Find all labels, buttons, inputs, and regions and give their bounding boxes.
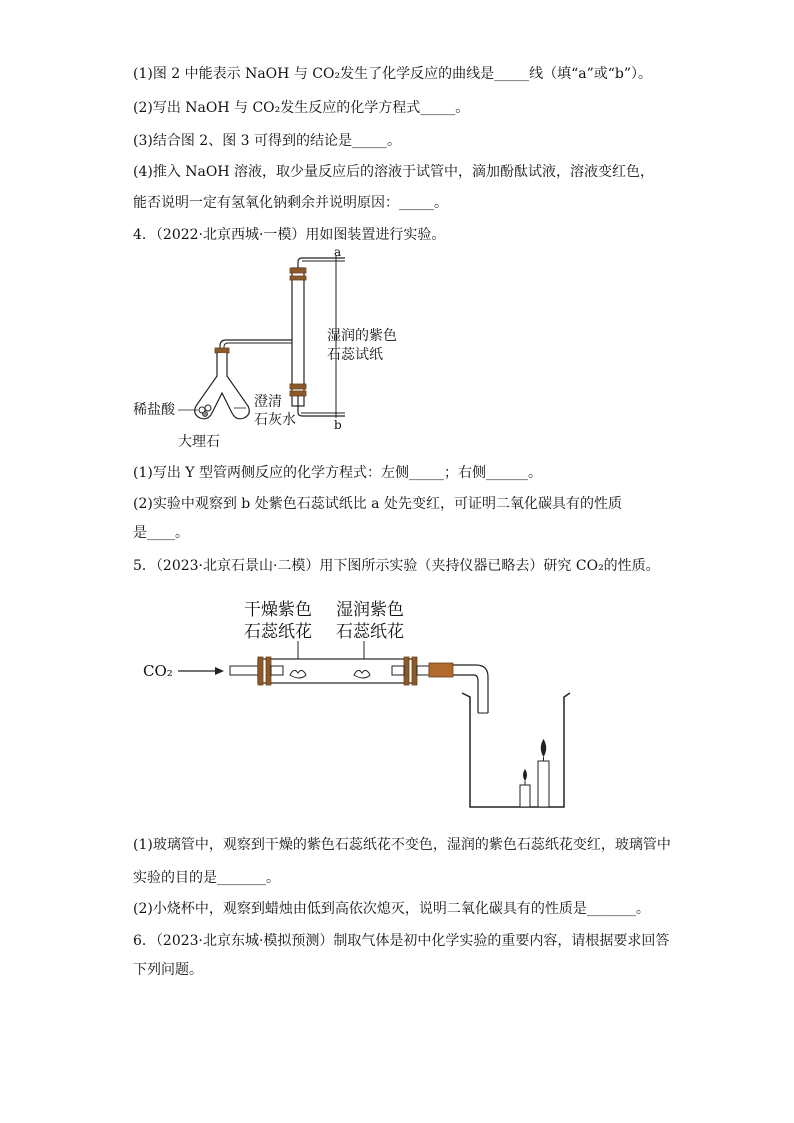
q4-part2-line2: 是____。 bbox=[133, 525, 189, 541]
label-co2: CO₂ bbox=[143, 662, 173, 680]
q5-part1-line1: (1)玻璃管中，观察到干燥的紫色石蕊纸花不变色，湿润的紫色石蕊纸花变红，玻璃管中 bbox=[133, 837, 671, 853]
left-stopper bbox=[258, 657, 263, 685]
right-stopper bbox=[404, 657, 409, 685]
short-candle bbox=[520, 785, 530, 807]
q3-part3: (3)结合图 2、图 3 可得到的结论是_____。 bbox=[133, 133, 401, 149]
q4-part1: (1)写出 Y 型管两侧反应的化学方程式：左侧_____；右侧______。 bbox=[133, 465, 542, 481]
label-wet-litmus-paper-1: 湿润的紫色 bbox=[327, 328, 397, 344]
q5-stem: 5．（2023·北京石景山·二模）用下图所示实验（夹持仪器已略去）研究 CO₂的性质。 bbox=[133, 558, 660, 574]
label-dry-flower-2: 石蕊纸花 bbox=[244, 622, 312, 642]
label-dry-flower-1: 干燥紫色 bbox=[244, 600, 312, 620]
top-stopper bbox=[290, 268, 306, 273]
q5-part2: (2)小烧杯中，观察到蜡烛由低到高依次熄灭，说明二氧化碳具有的性质是_______。 bbox=[133, 901, 650, 917]
bottom-stopper bbox=[290, 384, 306, 389]
top-outlet-tube bbox=[298, 258, 345, 268]
label-wet-flower-1: 湿润紫色 bbox=[336, 600, 404, 620]
label-limewater-1: 澄清 bbox=[254, 394, 282, 410]
label-wet-flower-2: 石蕊纸花 bbox=[336, 622, 404, 642]
q5-part1-line2: 实验的目的是_______。 bbox=[133, 870, 280, 886]
tall-candle-flame bbox=[541, 739, 547, 757]
q5-apparatus-figure bbox=[140, 595, 580, 815]
q6-line1: 6．（2023·北京东城·模拟预测）制取气体是初中化学实验的重要内容，请根据要求回答 bbox=[133, 933, 670, 949]
q3-part2: (2)写出 NaOH 与 CO₂发生反应的化学方程式_____。 bbox=[133, 100, 470, 116]
short-candle-flame bbox=[523, 769, 527, 781]
top-stopper-ring bbox=[290, 276, 306, 280]
label-a: a bbox=[334, 248, 342, 259]
q3-part4-line2: 能否说明一定有氢氧化钠剩余并说明原因：_____。 bbox=[133, 195, 448, 211]
q3-part1: (1)图 2 中能表示 NaOH 与 CO₂发生了化学反应的曲线是_____线（填“a”或“b”）。 bbox=[133, 66, 653, 82]
label-marble: 大理石 bbox=[178, 434, 220, 450]
q4-stem: 4．（2022·北京西城·一模）用如图装置进行实验。 bbox=[133, 227, 446, 243]
bottom-stopper-ring bbox=[290, 391, 306, 396]
y-shaped-tube bbox=[195, 353, 250, 419]
label-limewater-2: 石灰水 bbox=[254, 412, 296, 428]
inlet-tube bbox=[230, 666, 260, 675]
rubber-connector bbox=[429, 663, 453, 677]
y-tube-stopper bbox=[215, 348, 229, 353]
q4-apparatus-figure bbox=[130, 248, 430, 458]
connecting-tube bbox=[220, 340, 292, 348]
label-dilute-hcl: 稀盐酸 bbox=[133, 402, 175, 418]
q4-part2-line1: (2)实验中观察到 b 处紫色石蕊试纸比 a 处先变红，可证明二氧化碳具有的性质 bbox=[133, 496, 622, 512]
q3-part4-line1: (4)推入 NaOH 溶液，取少量反应后的溶液于试管中，滴加酚酞试液，溶液变红色， bbox=[133, 164, 655, 180]
tall-candle bbox=[538, 761, 549, 807]
label-b: b bbox=[334, 418, 342, 432]
label-wet-litmus-paper-2: 石蕊试纸 bbox=[327, 347, 383, 363]
q6-line2: 下列问题。 bbox=[133, 962, 203, 978]
